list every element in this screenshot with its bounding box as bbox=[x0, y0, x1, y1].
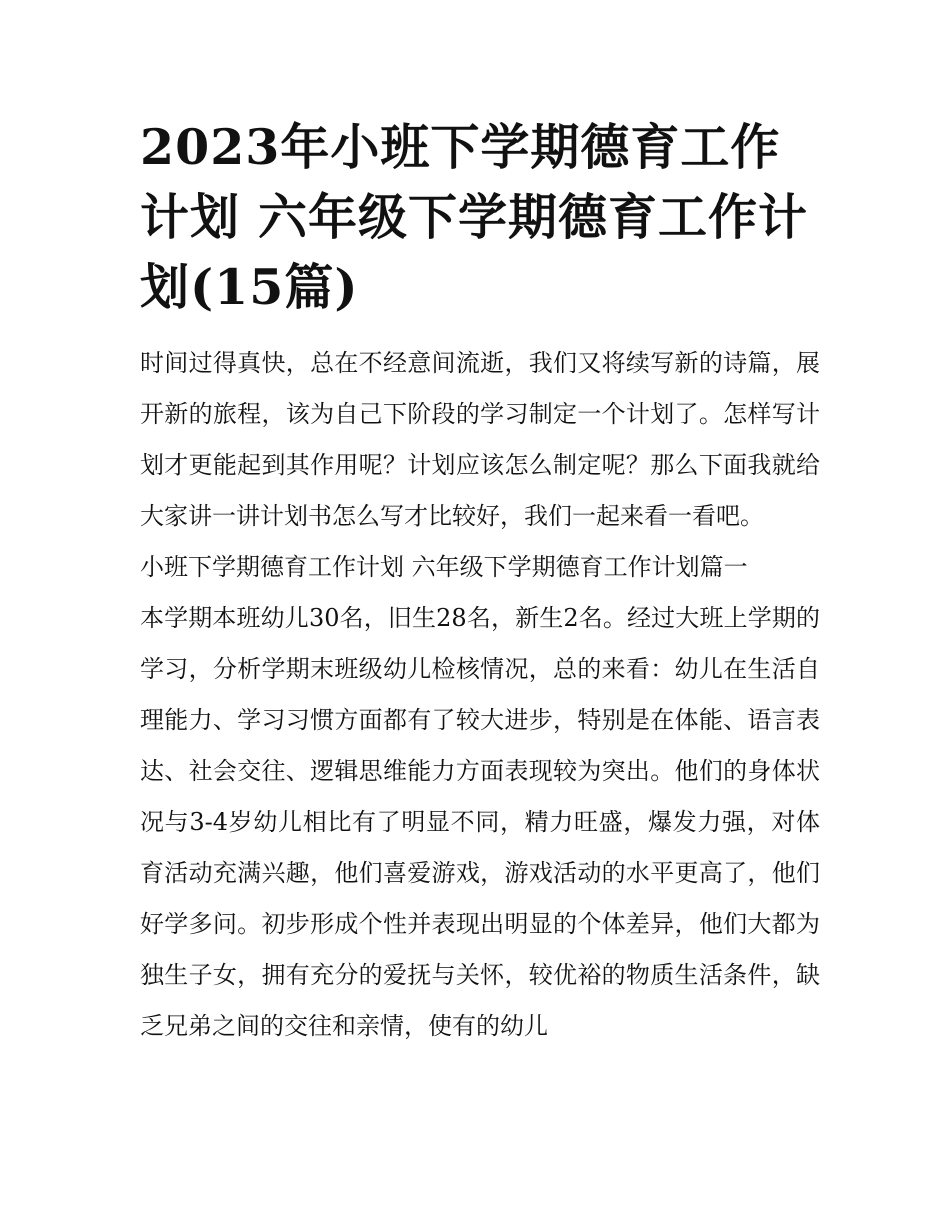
document-title: 2023年小班下学期德育工作计划 六年级下学期德育工作计划(15篇) bbox=[140, 118, 809, 316]
document-page bbox=[140, 112, 820, 1052]
section-heading: 小班下学期德育工作计划 六年级下学期德育工作计划篇一 bbox=[140, 553, 748, 581]
section-body-paragraph: 本学期本班幼儿30名，旧生28名，新生2名。经过大班上学期的学习，分析学期末班级幼儿检核情况，总的来看：幼儿在生活自理能力、学习习惯方面都有了较大进步，特别是在体能、语言表达、社会交往、逻辑思维能力方面表现较为突出。他们的身体状况与3-4岁幼儿相比有了明显不同，精力旺盛，爆发力强，对体育活动充满兴趣，他们喜爱游戏，游戏活动的水平更高了，他们好学多问。初步形成个性并表现出明显的个体差异，他们大都为独生子女，拥有充分的爱抚与关怀，较优裕的物质生活条件，缺乏兄弟之间的交往和亲情，使有的幼儿 bbox=[140, 604, 820, 1040]
intro-paragraph: 时间过得真快，总在不经意间流逝，我们又将续写新的诗篇，展开新的旅程，该为自己下阶段的学习制定一个计划了。怎样写计划才更能起到其作用呢？计划应该怎么制定呢？那么下面我就给大家讲一讲计划书怎么写才比较好，我们一起来看一看吧。 bbox=[140, 349, 820, 530]
